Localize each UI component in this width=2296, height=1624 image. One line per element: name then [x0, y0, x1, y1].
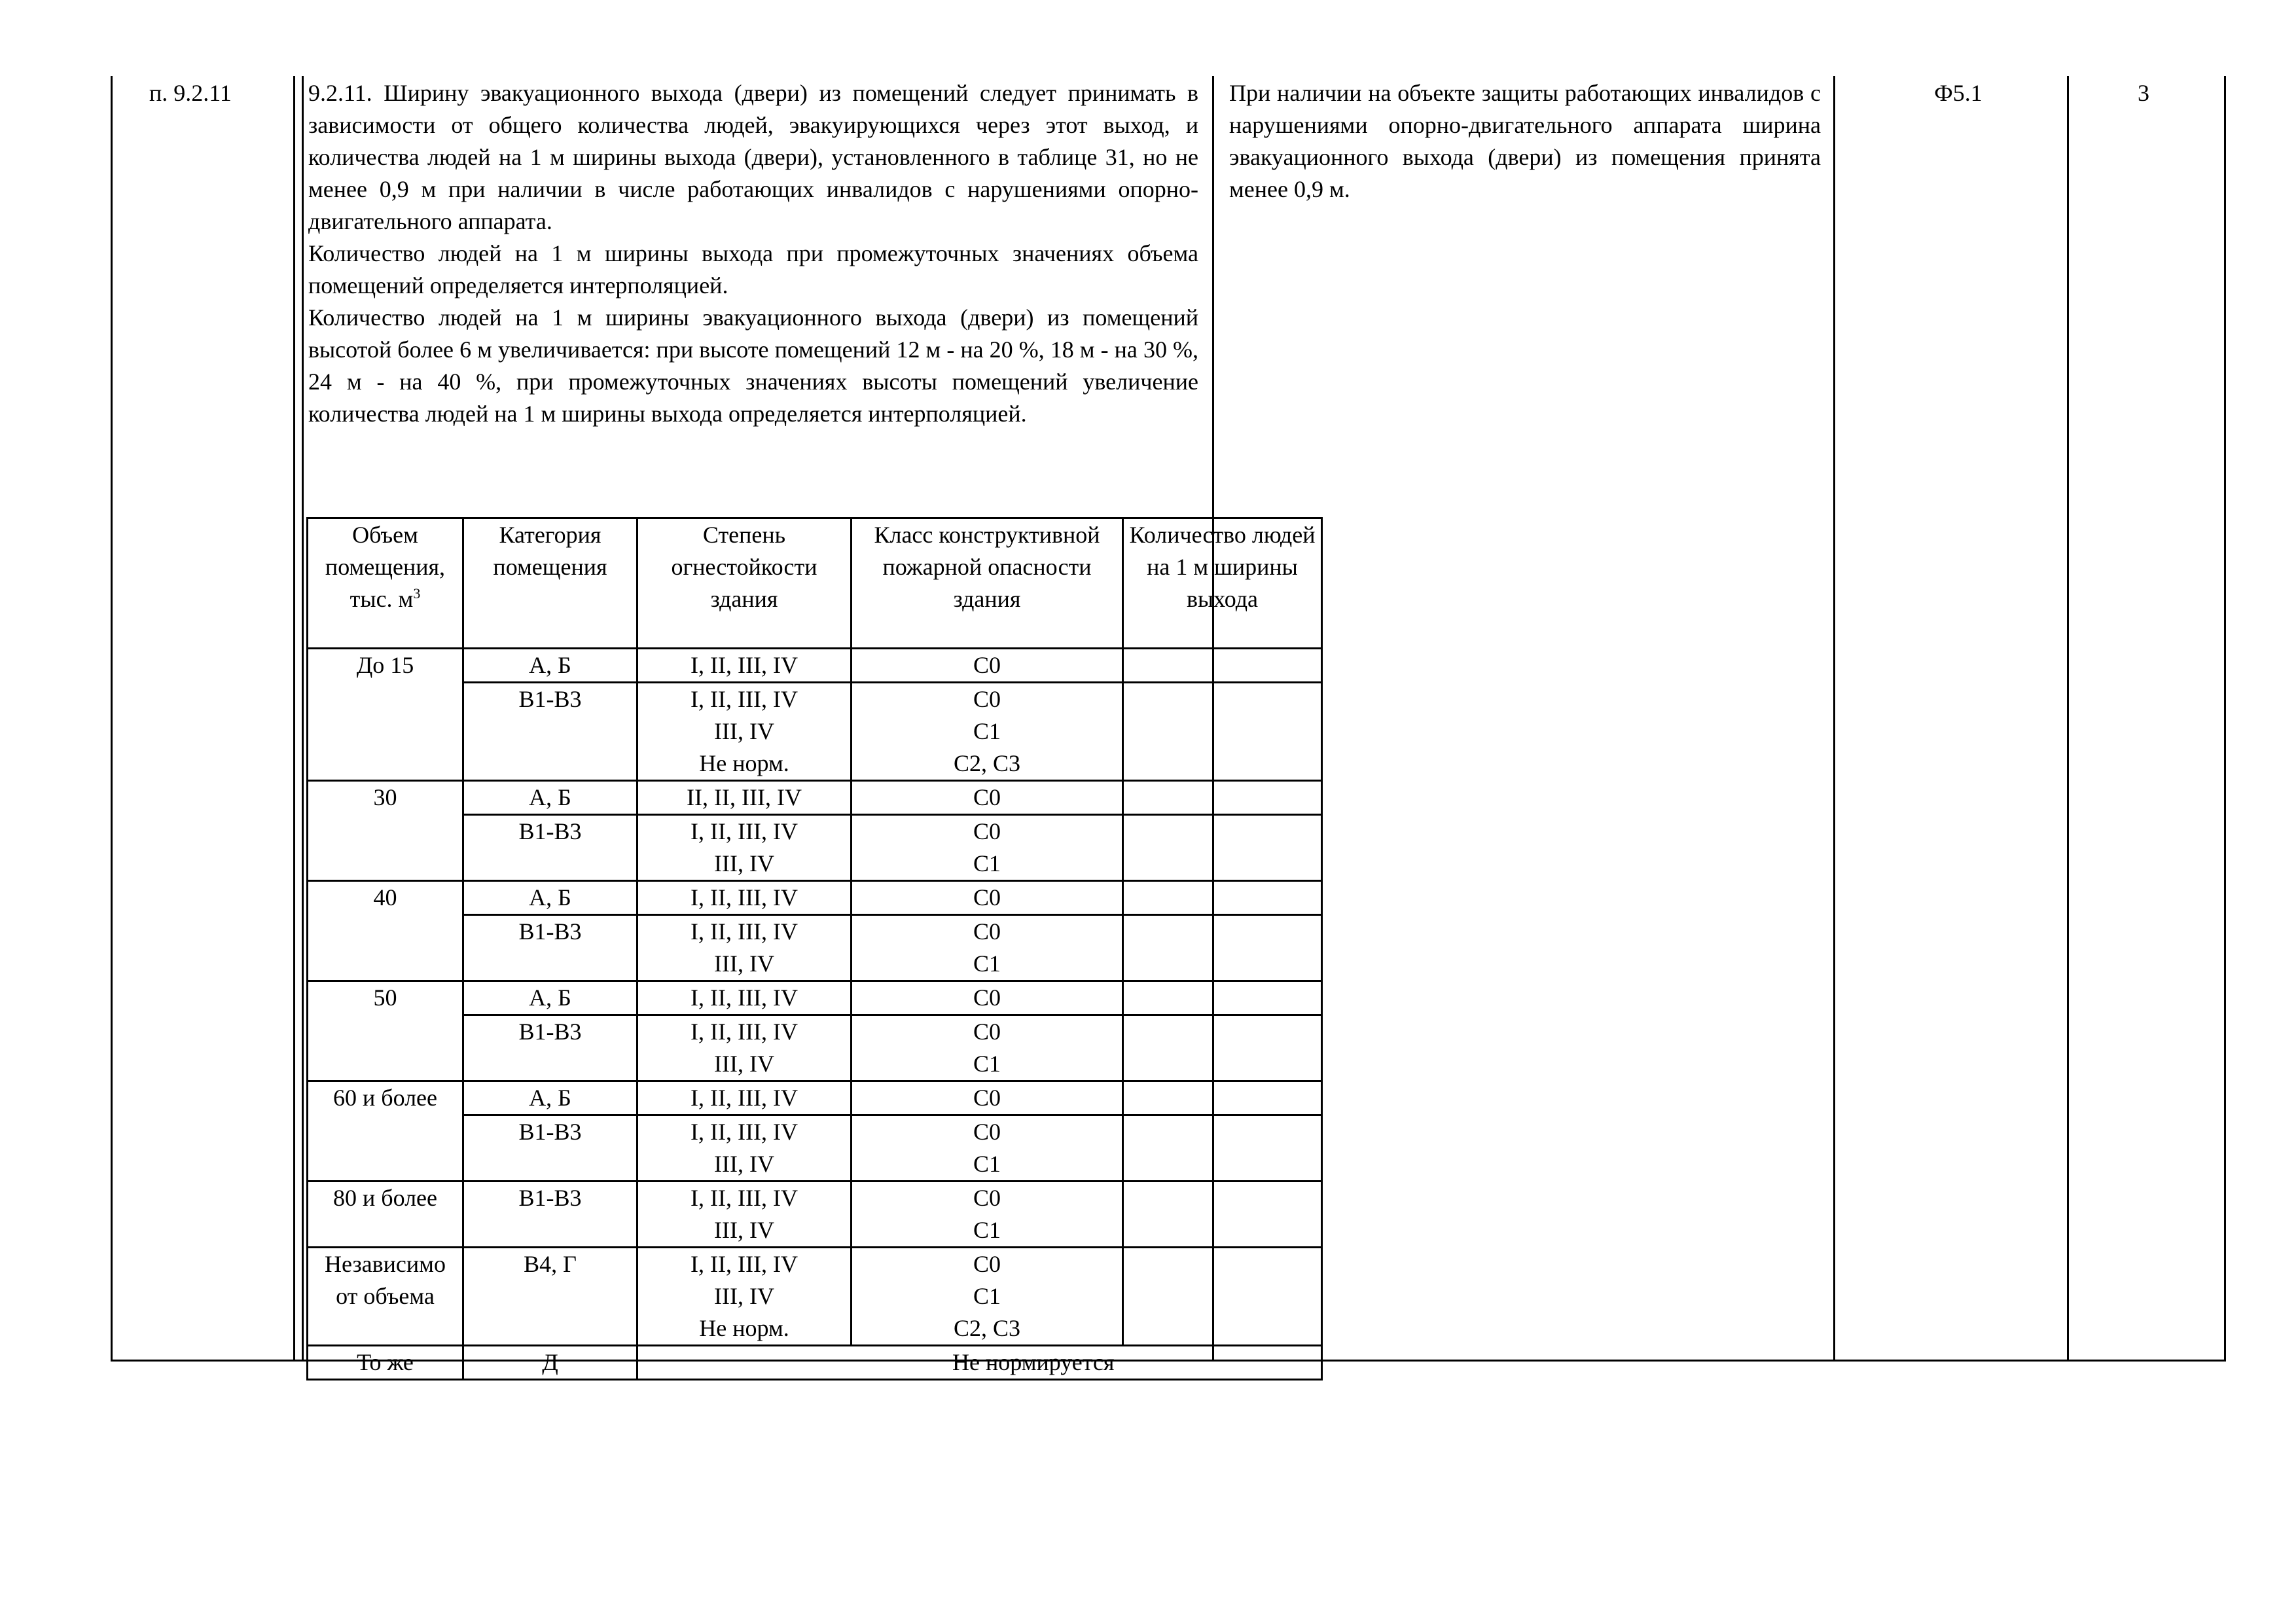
hazard-class-cell: С0 [852, 881, 1123, 915]
hazard-class-cell: С0 С1 С2, С3 [852, 1248, 1123, 1346]
table-31 [306, 517, 1316, 1375]
category-cell: Д [463, 1346, 637, 1380]
not-regulated-cell: Не нормируется [637, 1346, 1322, 1380]
people-count-cell [1123, 683, 1322, 781]
volume-cell: Независимо от объема [308, 1248, 463, 1346]
hazard-class-cell: С0 С1 [852, 815, 1123, 881]
category-cell: В1-В3 [463, 683, 637, 781]
volume-cell: 50 [308, 981, 463, 1081]
table-row [308, 981, 1322, 1015]
hazard-class-cell: С0 [852, 1081, 1123, 1115]
hazard-class-cell: С0 С1 [852, 1015, 1123, 1081]
violation-description: При наличии на объекте защиты работающих инвалидов с нарушениями опорно-двигательного аппарата ширина эвакуационного выхода (двери) из помещения принята менее 0,9 м. [1229, 80, 1821, 202]
header-category: Категория помещения [463, 518, 637, 649]
table-row [308, 1081, 1322, 1115]
border-left [111, 76, 113, 1362]
fire-resistance-cell: I, II, III, IV [637, 981, 852, 1015]
hazard-class-cell: С0 С1 [852, 1115, 1123, 1182]
category-cell: А, Б [463, 981, 637, 1015]
fire-resistance-cell: I, II, III, IV [637, 649, 852, 683]
people-count-cell [1123, 781, 1322, 815]
volume-cell: То же [308, 1346, 463, 1380]
people-count-cell [1123, 1081, 1322, 1115]
category-cell: В1-В3 [463, 915, 637, 981]
header-people-count: Количество людей на 1 м ширины выхода [1123, 518, 1322, 649]
volume-cell: 80 и более [308, 1182, 463, 1248]
score-value: 3 [2138, 80, 2149, 106]
fire-resistance-cell: I, II, III, IV [637, 1081, 852, 1115]
hazard-class-cell: С0 С1 [852, 915, 1123, 981]
hazard-class-cell: С0 [852, 981, 1123, 1015]
requirement-text [308, 77, 1198, 430]
category-cell: А, Б [463, 781, 637, 815]
hazard-class-cell: С0 С1 [852, 1182, 1123, 1248]
people-count-cell [1123, 1248, 1322, 1346]
fire-resistance-cell: I, II, III, IV III, IV [637, 915, 852, 981]
border-col1 [293, 76, 295, 1362]
requirement-paragraph: Количество людей на 1 м ширины эвакуационного выхода (двери) из помещений высотой более 6 м увеличивается: при высоте помещений 12 м - на 20 %, 18 м - на 30 %, 24 м - на 40 %, при промежуточных значениях высоты помещений увеличение количества людей на 1 м ширины выхода определяется интерполяцией. [308, 304, 1198, 427]
fire-resistance-cell: I, II, III, IV III, IV [637, 1115, 852, 1182]
volume-cell: До 15 [308, 649, 463, 781]
fire-resistance-cell: I, II, III, IV III, IV Не норм. [637, 683, 852, 781]
category-cell: В1-В3 [463, 1115, 637, 1182]
requirement-paragraph: 9.2.11. Ширину эвакуационного выхода (двери) из помещений следует принимать в зависимости от общего количества людей, эвакуирующихся через этот выход, и количества людей на 1 м ширины выхода (двери), установленного в таблице 31, но не менее 0,9 м при наличии в числе работающих инвалидов с нарушениями опорно-двигательного аппарата. [308, 80, 1198, 234]
people-count-cell [1123, 649, 1322, 683]
class-code: Ф5.1 [1934, 80, 1982, 106]
category-cell: В1-В3 [463, 815, 637, 881]
requirement-paragraph: Количество людей на 1 м ширины выхода при промежуточных значениях объема помещений определяется интерполяцией. [308, 240, 1198, 298]
table-header-row [308, 518, 1322, 649]
fire-resistance-cell: II, II, III, IV [637, 781, 852, 815]
fire-resistance-cell: I, II, III, IV III, IV [637, 1015, 852, 1081]
hazard-class-cell: С0 [852, 649, 1123, 683]
category-cell: А, Б [463, 881, 637, 915]
fire-resistance-cell: I, II, III, IV III, IV Не норм. [637, 1248, 852, 1346]
fire-resistance-cell: I, II, III, IV III, IV [637, 1182, 852, 1248]
fire-resistance-cell: I, II, III, IV III, IV [637, 815, 852, 881]
border-col3 [1833, 76, 1835, 1362]
category-cell: В4, Г [463, 1248, 637, 1346]
table-row [308, 1248, 1322, 1346]
table-row [308, 881, 1322, 915]
header-fire-resistance: Степень огнестойкости здания [637, 518, 852, 649]
people-count-cell [1123, 815, 1322, 881]
volume-cell: 40 [308, 881, 463, 981]
category-cell: А, Б [463, 1081, 637, 1115]
border-col1b [302, 76, 304, 1362]
volume-cell: 30 [308, 781, 463, 881]
header-hazard-class: Класс конструктивной пожарной опасности здания [852, 518, 1123, 649]
people-count-cell [1123, 981, 1322, 1015]
hazard-class-cell: С0 С1 С2, С3 [852, 683, 1123, 781]
hazard-class-cell: С0 [852, 781, 1123, 815]
fire-resistance-cell: I, II, III, IV [637, 881, 852, 915]
border-right [2224, 76, 2226, 1362]
table-row [308, 649, 1322, 683]
table-row [308, 1346, 1322, 1380]
people-count-cell [1123, 1115, 1322, 1182]
category-cell: В1-В3 [463, 1015, 637, 1081]
table-row [308, 781, 1322, 815]
volume-cell: 60 и более [308, 1081, 463, 1182]
people-count-cell [1123, 1182, 1322, 1248]
people-count-cell [1123, 915, 1322, 981]
people-count-cell [1123, 1015, 1322, 1081]
exit-width-table [306, 517, 1323, 1380]
people-count-cell [1123, 881, 1322, 915]
header-volume: Объем помещения, тыс. $м^3$ [308, 518, 463, 649]
table-row [308, 1182, 1322, 1248]
category-cell: А, Б [463, 649, 637, 683]
border-col4 [2067, 76, 2069, 1362]
category-cell: В1-В3 [463, 1182, 637, 1248]
clause-reference: п. 9.2.11 [149, 80, 232, 106]
